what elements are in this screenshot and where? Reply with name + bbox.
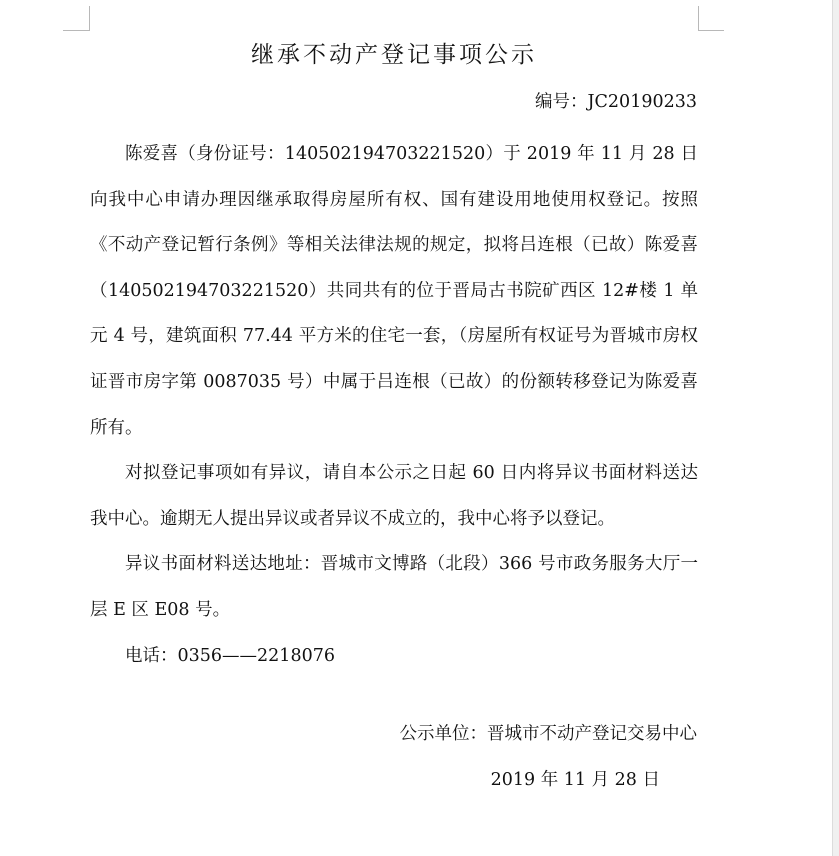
paragraph-application: 陈爱喜（身份证号：140502194703221520）于 2019 年 11 月 28 日向我中心申请办理因继承取得房屋所有权、国有建设用地使用权登记。按照《不动产登记暂行条例》等相关法律法规的规定，拟将吕连根（已故）陈爱喜（140502194703221520）共同共有的位于晋局古书院矿西区 12#楼 1 单元 4 号，建筑面积 77.44 平方米的住宅一套，（房屋所有权证号为晋城市房权证晋市房字第 0087035 号）中属于吕连根（已故）的份额转移登记为陈爱喜所有。 — [90, 144, 698, 438]
window-edge-scrollbar[interactable] — [832, 0, 839, 856]
issue-date: 2019 年 11 月 28 日 — [490, 770, 660, 790]
corner-mark-top-left — [63, 30, 89, 31]
document-body — [90, 132, 698, 679]
paragraph-phone: 电话：0356——2218076 — [125, 645, 335, 666]
paragraph-address: 异议书面材料送达地址：晋城市文博路（北段）366 号市政务服务大厅一层 E 区 E08 号。 — [90, 554, 698, 620]
issuer-line: 公示单位：晋城市不动产登记交易中心 — [399, 724, 697, 744]
document-title: 继承不动产登记事项公示 — [251, 42, 537, 68]
corner-mark-top-right — [698, 30, 724, 31]
corner-mark-top-left — [89, 6, 90, 31]
corner-mark-top-right — [698, 6, 699, 31]
document-number: 编号：JC20190233 — [535, 92, 697, 112]
paragraph-objection: 对拟登记事项如有异议，请自本公示之日起 60 日内将异议书面材料送达我中心。逾期无人提出异议或者异议不成立的，我中心将予以登记。 — [90, 463, 698, 529]
